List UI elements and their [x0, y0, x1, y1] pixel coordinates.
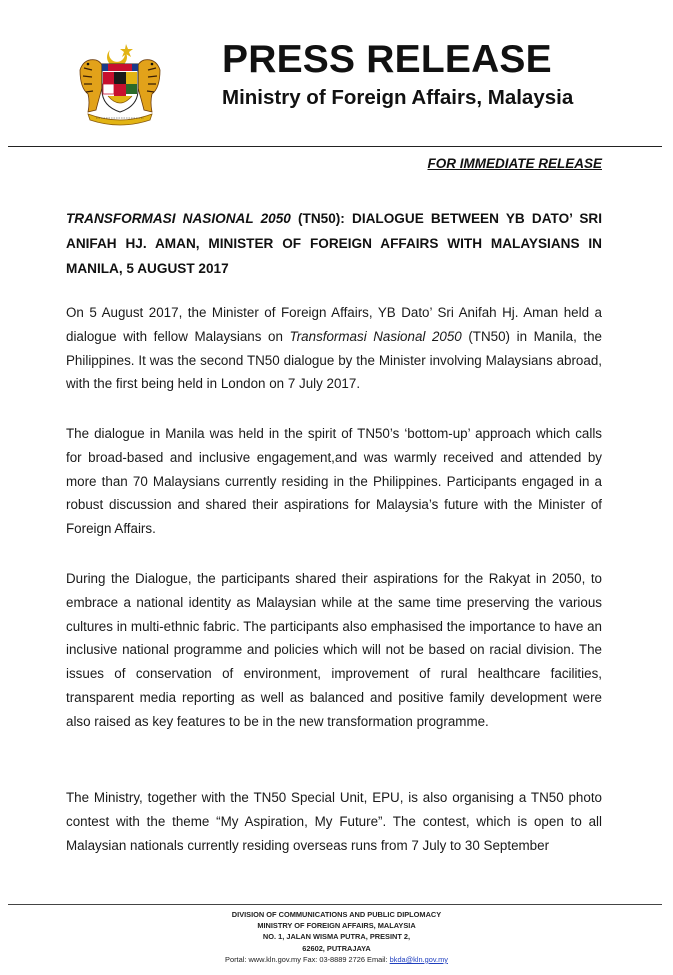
paragraph-1 [66, 301, 602, 396]
coat-of-arms-icon [74, 40, 166, 128]
paragraph-3: During the Dialogue, the participants shared their aspirations for the Rakyat in 2050, to embrace a national identity as Malaysian while at the same time preserving the various cultures in multi-ethnic fabric. The participants also emphasised the importance to have an inclusive national programme and policies which will not be based on racial division. The issues of conservation of environment, improvement of rural healthcare facilities, transparent media reporting as well as balanced and positive family development were also raised as key features to be in the new transformation programme. [66, 571, 602, 729]
paragraph-4: The Ministry, together with the TN50 Special Unit, EPU, is also organising a TN50 photo contest with the theme “My Aspiration, My Future”. The contest, which is open to all Malaysian nationals currently residing overseas runs from 7 July to 30 September [66, 790, 602, 853]
footer [0, 909, 673, 965]
paragraph-1-part-b: (TN50) in Manila, the Philippines. It was the second TN50 dialogue by the Minister involving Malaysians abroad, with the first being held in London on 7 July 2017. [66, 328, 602, 392]
release-tag: FOR IMMEDIATE RELEASE [427, 156, 602, 171]
footer-portal-fax: Portal: www.kln.gov.my Fax: 03-8889 2726 Email: [225, 954, 390, 964]
footer-email-link[interactable]: bkda@kln.gov.my [389, 954, 448, 964]
press-release-title: PRESS RELEASE [222, 38, 552, 81]
paragraph-1-italic: Transformasi Nasional 2050 [289, 328, 462, 344]
footer-division: DIVISION OF COMMUNICATIONS AND PUBLIC DIPLOMACY [231, 910, 442, 919]
headline-italic: TRANSFORMASI NASIONAL 2050 [66, 211, 291, 226]
header-divider [8, 146, 662, 147]
paragraph-2: The dialogue in Manila was held in the spirit of TN50’s ‘bottom-up’ approach which calls for broad-based and inclusive engagement,and was warmly received and attended by more than 70 Malaysians currently residing in the Philippines. Participants engaged in a robust discussion and shared their aspirations for Malaysia’s future with the Minister of Foreign Affairs. [66, 426, 602, 537]
ministry-subtitle: Ministry of Foreign Affairs, Malaysia [222, 86, 574, 109]
headline-rest: (TN50): DIALOGUE BETWEEN YB DATO’ SRI ANIFAH HJ. AMAN, MINISTER OF FOREIGN AFFAIRS WITH MALAYSIANS IN MANILA, 5 AUGUST 2017 [66, 211, 603, 276]
footer-contact [0, 954, 673, 965]
footer-address-2: 62602, PUTRAJAYA [302, 943, 371, 953]
footer-ministry: MINISTRY OF FOREIGN AFFAIRS, MALAYSIA [257, 921, 416, 931]
footer-address-1: NO. 1, JALAN WISMA PUTRA, PRESINT 2, [262, 932, 411, 942]
headline [66, 206, 602, 281]
paragraph-1-part-a: On 5 August 2017, the Minister of Foreign Affairs, YB Dato’ Sri Anifah Hj. Aman held a dialogue with fellow Malaysians on [66, 305, 602, 344]
footer-divider [8, 904, 662, 905]
